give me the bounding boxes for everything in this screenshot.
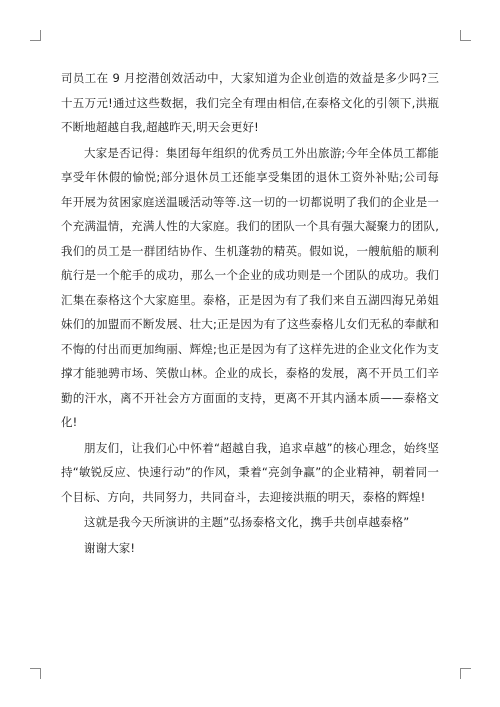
crop-mark-top-left [30,30,41,41]
crop-mark-bottom-left [30,668,41,679]
paragraph-call-to-action: 朋友们，让我们心中怀着“超越自我，追求卓越”的核心理念，始终坚持“敏锐反应、快速行动”的作风，秉着“亮剑争赢”的企业精神，朝着同一个目标、方向，共同努力，共同奋斗，去迎接洪瓶的明天，泰格的辉煌! [61,440,439,504]
paragraph-theme: 这就是我今天所演讲的主题”弘扬泰格文化，携手共创卓越泰格” [84,515,410,529]
paragraph-continuation: 司员工在 9 月挖潜创效活动中，大家知道为企业创造的效益是多少吗?三十五万元!通过这些数据，我们完全有理由相信,在泰格文化的引领下,洪瓶不断地超越自我,超越昨天,明天会更好! [61,71,439,134]
paragraph-thanks: 谢谢大家! [84,540,136,555]
document-body [61,66,439,560]
crop-mark-bottom-right [460,668,471,679]
paragraph-company-care: 大家是否记得：集团每年组织的优秀员工外出旅游;今年全体员工都能享受年休假的愉悦;部分退休员工还能享受集团的退休工资外补贴;公司每年开展为贫困家庭送温暖活动等等.这一切的一切都说明了我们的企业是一个充满温情，充满人性的大家庭。我们的团队一个具有强大凝聚力的团队,我们的员工是一群团结协作、生机蓬勃的精英。假如说，一艘航船的顺利航行是一个舵手的成功，那么一个企业的成功则是一个团队的成功。我们汇集在泰格这个大家庭里。泰格，正是因为有了我们来自五湖四海兄弟姐妹们的加盟而不断发展、壮大;正是因为有了这些泰格儿女们无私的奉献和不悔的付出而更加绚丽、辉煌;也正是因为有了这样先进的企业文化作为支撑才能驰骋市场、笑傲山林。企业的成长，泰格的发展，离不开员工们辛勤的汗水，离不开社会方方面面的支持，更离不开其内涵本质——泰格文化! [61,145,439,429]
crop-mark-top-right [460,30,471,41]
